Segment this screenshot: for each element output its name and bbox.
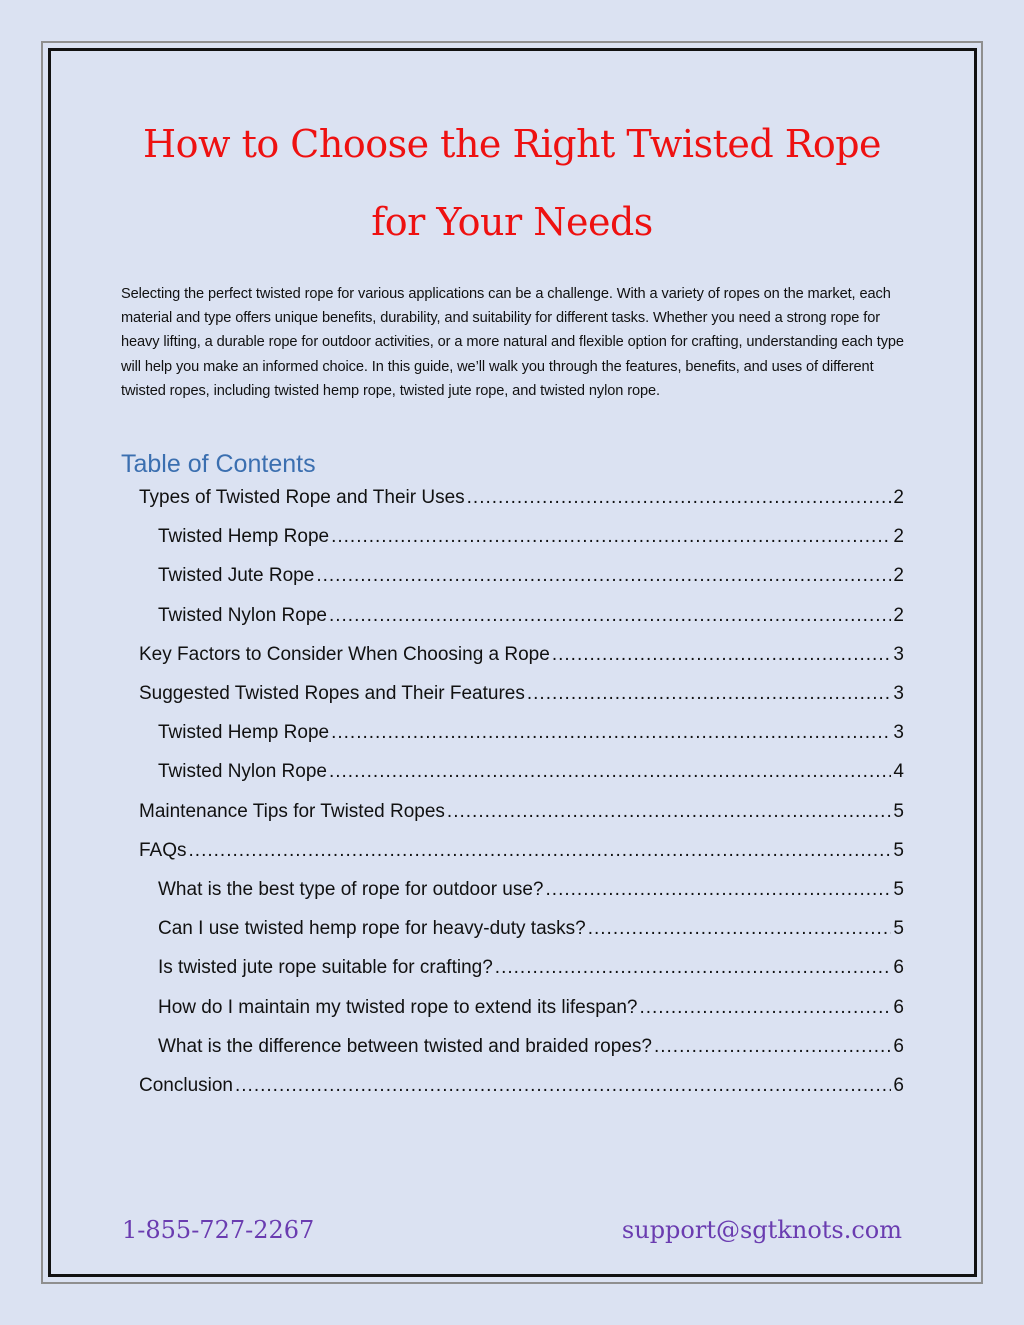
toc-entry-page: 3: [893, 643, 904, 665]
toc-entry-label: What is the difference between twisted and braided ropes?: [158, 1035, 652, 1057]
toc-entry-page: 5: [893, 839, 904, 861]
toc-entry[interactable]: [139, 683, 904, 711]
toc-dot-leader: [654, 1036, 891, 1058]
toc-entry-label: Types of Twisted Rope and Their Uses: [139, 487, 465, 508]
toc-entry-page: 5: [893, 800, 904, 822]
toc-entry-label: Key Factors to Consider When Choosing a Rope: [139, 643, 550, 665]
toc-entry-label: Maintenance Tips for Twisted Ropes: [139, 800, 445, 822]
toc-entry-label: Is twisted jute rope suitable for crafting?: [158, 957, 493, 979]
toc-entry-page: 2: [893, 565, 904, 587]
toc-entry-label: FAQs: [139, 839, 187, 861]
toc-entry-page: 3: [893, 683, 904, 704]
toc-dot-leader: [316, 565, 891, 587]
toc-entry[interactable]: [158, 879, 904, 907]
toc-entry-label: Twisted Nylon Rope: [158, 604, 327, 626]
toc-entry-page: 5: [893, 879, 904, 900]
toc-dot-leader: [546, 879, 892, 901]
toc-entry-label: Twisted Nylon Rope: [158, 761, 327, 783]
toc-entry[interactable]: [158, 1036, 904, 1064]
toc-entry-page: 5: [893, 918, 904, 940]
intro-paragraph: Selecting the perfect twisted rope for various applications can be a challenge. With a variety of ropes on the market, each material and type offers unique benefits, durability, and suitability for different tasks. Whether you need a strong rope for heavy lifting, a durable rope for outdoor activities, or a more natural and flexible option for crafting, understanding each type will help you make an informed choice. In this guide, we’ll walk you through the features, benefits, and uses of different twisted ropes, including twisted hemp rope, twisted jute rope, and twisted nylon rope.: [121, 286, 904, 399]
toc-entry-label: Twisted Jute Rope: [158, 565, 315, 587]
toc-dot-leader: [331, 722, 891, 744]
toc-entry[interactable]: [158, 605, 904, 633]
toc-entry-page: 2: [893, 526, 904, 548]
toc-dot-leader: [588, 918, 892, 940]
toc-entry-page: 4: [893, 761, 904, 783]
toc-entry-page: 6: [893, 996, 904, 1018]
toc-entry[interactable]: [139, 1075, 904, 1103]
toc-entry[interactable]: [139, 644, 904, 672]
toc-entry[interactable]: [158, 565, 904, 593]
toc-entry[interactable]: [158, 526, 904, 554]
toc-entry[interactable]: [139, 801, 904, 829]
toc-entry-page: 2: [893, 604, 904, 626]
toc-dot-leader: [331, 526, 891, 548]
footer-phone[interactable]: 1-855-727-2267: [122, 1216, 315, 1244]
toc-entry[interactable]: [139, 487, 904, 515]
toc-entry-label: Conclusion: [139, 1075, 233, 1096]
toc-entry-label: Twisted Hemp Rope: [158, 526, 330, 548]
document-title-line-1: How to Choose the Right Twisted Rope: [142, 122, 882, 166]
toc-dot-leader: [329, 761, 891, 783]
toc-entry-label: Suggested Twisted Ropes and Their Features: [139, 683, 525, 704]
document-title-line-2: for Your Needs: [371, 200, 653, 244]
toc-dot-leader: [447, 801, 892, 823]
toc-dot-leader: [467, 487, 892, 509]
footer-email[interactable]: support@sgtknots.com: [621, 1216, 902, 1244]
toc-entry[interactable]: [158, 918, 904, 946]
toc-dot-leader: [527, 683, 892, 705]
toc-entry[interactable]: [139, 840, 904, 868]
toc-dot-leader: [552, 644, 892, 666]
toc-dot-leader: [189, 840, 892, 862]
toc-entry-label: Twisted Hemp Rope: [158, 722, 330, 744]
toc-entry-page: 2: [893, 487, 904, 508]
toc-entry-label: What is the best type of rope for outdoor use?: [158, 879, 544, 900]
toc-entry[interactable]: [158, 957, 904, 985]
toc-entry-page: 3: [893, 722, 904, 744]
toc-dot-leader: [639, 997, 891, 1019]
toc-entry-page: 6: [893, 1075, 904, 1096]
toc-entry[interactable]: [158, 997, 904, 1025]
toc-entry[interactable]: [158, 761, 904, 789]
toc-dot-leader: [329, 605, 891, 627]
toc-entry[interactable]: [158, 722, 904, 750]
toc-dot-leader: [235, 1075, 891, 1097]
toc-entry-label: Can I use twisted hemp rope for heavy-duty tasks?: [158, 918, 586, 940]
toc-entry-label: How do I maintain my twisted rope to extend its lifespan?: [158, 996, 638, 1018]
toc-dot-leader: [495, 957, 892, 979]
toc-entry-page: 6: [893, 957, 904, 979]
toc-entry-page: 6: [893, 1035, 904, 1057]
toc-heading: Table of Contents: [121, 450, 316, 478]
